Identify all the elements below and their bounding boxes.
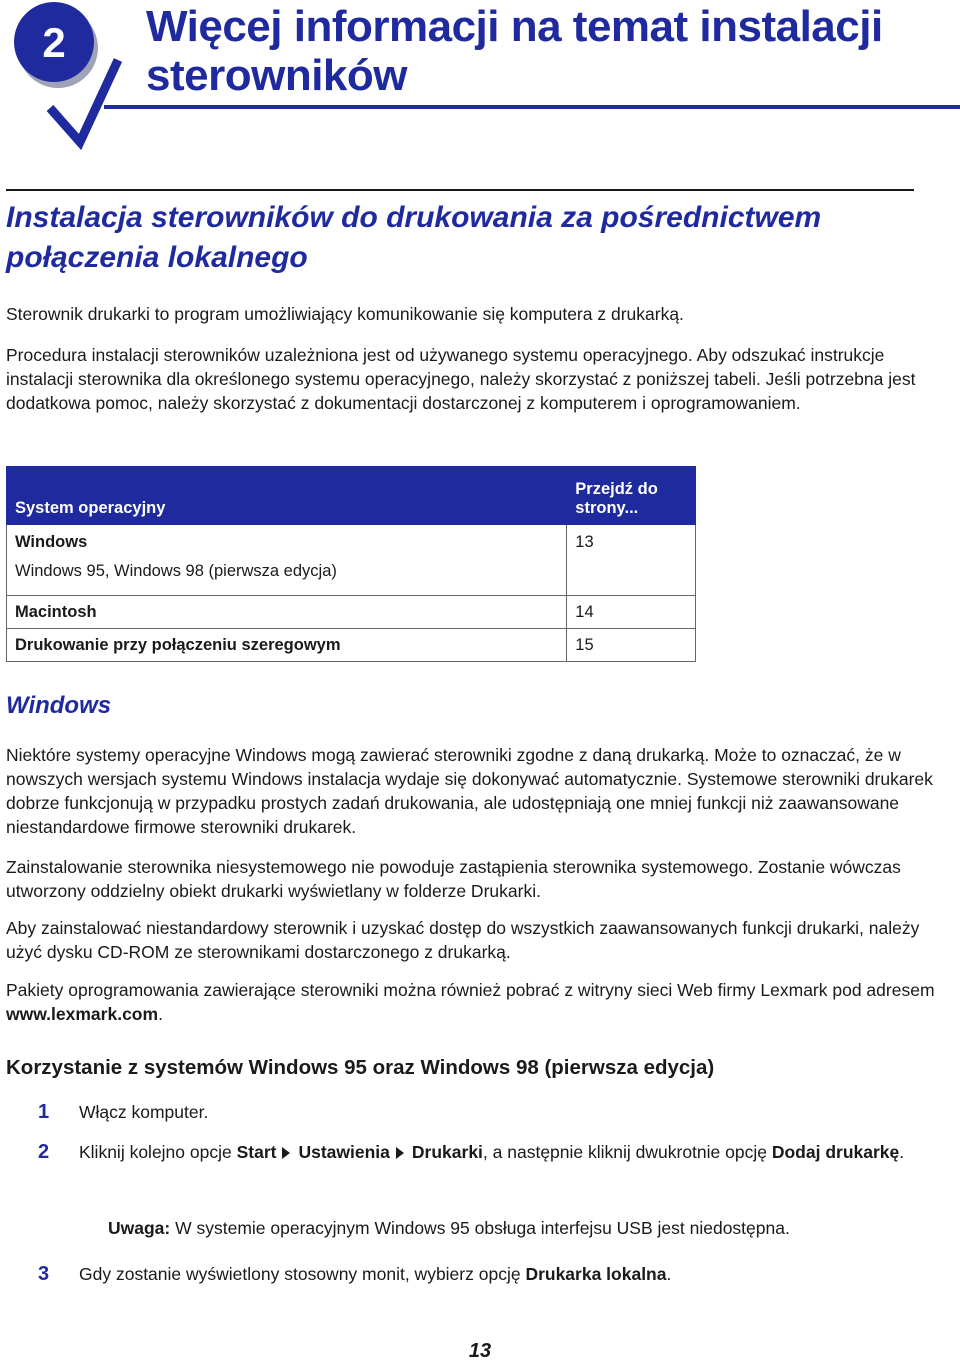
step-number: 1 — [38, 1101, 50, 1123]
local-printer-label: Drukarka lokalna — [525, 1264, 667, 1284]
section-title: Instalacja sterowników do drukowania za pośrednictwem połączenia lokalnego — [6, 201, 822, 274]
table-row — [7, 596, 696, 629]
arrow-right-icon — [282, 1147, 290, 1159]
note-label: Uwaga: — [108, 1218, 171, 1238]
step-number: 2 — [38, 1141, 50, 1163]
step-text: Włącz komputer. — [79, 1102, 209, 1122]
row-os: Windows — [15, 533, 88, 551]
windows-paragraph-2: Zainstalowanie sterownika niesystemowego nie powoduje zastąpienia sterownika systemowego. Zostanie wówczas utworzony oddzielny obiekt drukarki wyświetlany w folderze Drukarki. — [6, 857, 901, 901]
windows-paragraph-3: Aby zainstalować niestandardowy sterownik i uzyskać dostęp do wszystkich zaawansowanych funkcji drukarki, należy użyć dysku CD-ROM ze sterownikami dostarczonego z drukarką. — [6, 918, 920, 962]
printers-menu-label: Drukarki — [411, 1142, 483, 1162]
intro-paragraph: Sterownik drukarki to program umożliwiający komunikowanie się komputera z drukarką. — [6, 304, 684, 324]
table-header-row — [7, 467, 696, 525]
header-page: Przejdź do strony... — [567, 467, 696, 525]
row-page: 15 — [567, 629, 696, 662]
start-menu-label: Start — [236, 1142, 277, 1162]
windows-paragraph-4: Pakiety oprogramowania zawierające sterowniki można również pobrać z witryny sieci Web firmy Lexmark pod adresem www.lexmark.com. — [6, 980, 935, 1024]
arrow-right-icon — [396, 1147, 404, 1159]
table-row — [7, 525, 696, 596]
row-os: Drukowanie przy połączeniu szeregowym — [7, 629, 567, 662]
chapter-title: Więcej informacji na temat instalacji sterowników — [146, 2, 883, 100]
table-row — [7, 629, 696, 662]
chapter-badge — [0, 0, 140, 150]
step-number: 3 — [38, 1263, 50, 1285]
page-number: 13 — [468, 1340, 492, 1362]
settings-menu-label: Ustawienia — [298, 1142, 390, 1162]
header-rule — [104, 105, 960, 109]
windows-heading: Windows — [6, 692, 112, 719]
chapter-number: 2 — [42, 19, 66, 66]
row-os: Macintosh — [7, 596, 567, 629]
lexmark-url[interactable]: www.lexmark.com — [6, 1004, 159, 1024]
step-text: Gdy zostanie wyświetlony stosowny monit, wybierz opcję Drukarka lokalna. — [79, 1264, 672, 1284]
note-text: W systemie operacyjnym Windows 95 obsługa interfejsu USB jest niedostępna. — [170, 1218, 790, 1238]
procedure-paragraph: Procedura instalacji sterowników uzależniona jest od używanego systemu operacyjnego. Aby odszukać instrukcje instalacji sterownika dla określonego systemu operacyjnego, należy skorzystać z poniższej tabeli. Jeśli potrzebna jest dodatkowa pomoc, należy skorzystać z dokumentacji dostarczonej z komputerem i oprogramowaniem. — [6, 345, 916, 413]
add-printer-label: Dodaj drukarkę — [771, 1142, 900, 1162]
paragraph-text: Pakiety oprogramowania zawierające sterowniki można również pobrać z witryny sieci Web firmy Lexmark pod adresem — [6, 980, 935, 1000]
note — [108, 1215, 948, 1241]
subsection-heading: Korzystanie z systemów Windows 95 oraz Windows 98 (pierwsza edycja) — [6, 1056, 715, 1079]
row-os-sub: Windows 95, Windows 98 (pierwsza edycja) — [15, 562, 337, 580]
header-os: System operacyjny — [7, 467, 567, 525]
os-table — [6, 466, 696, 662]
row-page: 13 — [567, 525, 696, 596]
windows-paragraph-1: Niektóre systemy operacyjne Windows mogą zawierać sterowniki zgodne z daną drukarką. Może to oznaczać, że w nowszych wersjach systemu Windows instalacja wydaje się dokonywać automatycznie. Systemowe sterowniki drukarek dobrze funkcjonują w przypadku prostych zadań drukowania, ale udostępniają one mniej funkcji niż zaawansowane niestandardowe firmowe sterowniki drukarek. — [6, 745, 933, 837]
section-rule — [6, 189, 914, 191]
step-text: Kliknij kolejno opcje Start Ustawienia Drukarki, a następnie kliknij dwukrotnie opcję Dodaj drukarkę. — [79, 1142, 905, 1162]
row-page: 14 — [567, 596, 696, 629]
